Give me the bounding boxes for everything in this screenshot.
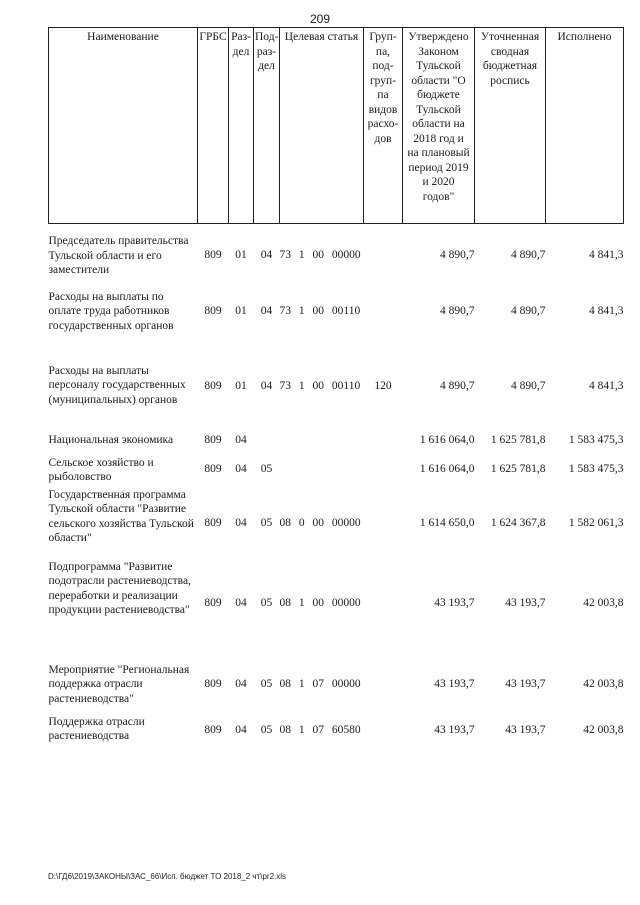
- row-podrazdel: 04: [260, 379, 273, 392]
- row-executed: 4 841,3: [589, 249, 624, 261]
- row-podrazdel: 05: [260, 677, 273, 690]
- row-razdel: 01: [235, 249, 247, 261]
- header-approved: [403, 28, 475, 224]
- row-executed: 42 003,8: [583, 723, 624, 736]
- row-executed: 4 841,3: [589, 304, 624, 317]
- row-group: 120: [374, 379, 392, 392]
- header-razdel-label: Раз- дел: [231, 31, 251, 58]
- row-grbs: 809: [204, 249, 222, 261]
- row-grbs: 809: [204, 596, 222, 609]
- row-approved: 1 614 650,0: [419, 516, 475, 529]
- row-podrazdel: [254, 428, 280, 454]
- row-target: [280, 715, 364, 755]
- table-row: [49, 488, 624, 560]
- header-refined: [475, 28, 546, 224]
- header-grbs-label: ГРБС: [199, 31, 227, 43]
- row-group: [364, 661, 403, 715]
- row-target-value: 08 1 07 00000: [279, 677, 361, 690]
- row-executed: 4 841,3: [589, 379, 624, 392]
- row-razdel: 01: [235, 304, 247, 317]
- row-grbs: 809: [204, 723, 222, 736]
- row-podrazdel: 05: [260, 723, 273, 736]
- table-row: [49, 661, 624, 715]
- row-razdel: 04: [235, 723, 247, 736]
- table-row: [49, 715, 624, 755]
- row-approved: 4 890,7: [440, 249, 475, 261]
- header-podrazdel: [254, 28, 280, 224]
- table-row: [49, 286, 624, 356]
- row-razdel: 04: [235, 433, 247, 446]
- row-podrazdel: 05: [260, 516, 273, 529]
- row-grbs: 809: [204, 516, 222, 529]
- header-podrazdel-label: Под- раз- дел: [255, 31, 279, 72]
- row-podrazdel: 05: [260, 462, 273, 475]
- row-approved: 4 890,7: [440, 304, 475, 317]
- row-group: [364, 488, 403, 560]
- table-row: [49, 428, 624, 454]
- header-approved-label: Утверждено Законом Тульской области "О бюджете Тульской области на 2018 год и на плановый период 2019 и 2020 годов": [407, 31, 470, 203]
- row-razdel: 01: [235, 379, 247, 392]
- row-target: [280, 356, 364, 428]
- row-target: [280, 224, 364, 286]
- header-target: [280, 28, 364, 224]
- page-number: 209: [309, 12, 331, 26]
- header-grbs: [198, 28, 229, 224]
- row-name: Государственная программа Тульской области "Развитие сельского хозяйства Тульской области": [48, 488, 194, 544]
- row-target: [280, 488, 364, 560]
- row-approved: 43 193,7: [434, 596, 475, 609]
- header-executed-label: Исполнено: [557, 31, 612, 43]
- row-grbs: 809: [204, 379, 222, 392]
- row-grbs: 809: [204, 304, 222, 317]
- row-target-value: 08 0 00 00000: [279, 516, 361, 529]
- row-approved: 1 616 064,0: [419, 462, 475, 475]
- row-razdel: 04: [235, 516, 247, 529]
- row-approved: 43 193,7: [434, 723, 475, 736]
- row-group: [364, 286, 403, 356]
- row-podrazdel: 04: [260, 249, 273, 261]
- row-razdel: 04: [235, 677, 247, 690]
- row-executed: 1 583 475,3: [568, 462, 624, 475]
- budget-table: [48, 27, 624, 755]
- row-refined: 43 193,7: [505, 723, 546, 736]
- row-podrazdel: 05: [260, 596, 273, 609]
- file-path-footer: D:\ГД6\2019\ЗАКОНЫ\ЗАС_66\Исп. бюджет ТО 2018_2 чт\pr2.xls: [48, 872, 287, 881]
- row-razdel: 04: [235, 596, 247, 609]
- row-target: [280, 286, 364, 356]
- row-refined: 1 625 781,8: [490, 433, 546, 446]
- row-executed: 42 003,8: [583, 596, 624, 609]
- header-name: [49, 28, 198, 224]
- row-name: Мероприятие "Региональная поддержка отрасли растениеводства": [48, 663, 190, 705]
- row-refined: 43 193,7: [505, 677, 546, 690]
- row-target: [280, 428, 364, 454]
- row-group: [364, 560, 403, 661]
- row-name: Национальная экономика: [48, 433, 174, 446]
- row-razdel: 04: [235, 462, 247, 475]
- row-name: Сельское хозяйство и рыболовство: [48, 456, 154, 483]
- row-target: [280, 454, 364, 488]
- row-podrazdel: 04: [260, 304, 273, 317]
- row-refined: 1 625 781,8: [490, 462, 546, 475]
- row-name: Расходы на выплаты по оплате труда работников государственных органов: [48, 290, 174, 332]
- header-executed: [546, 28, 624, 224]
- row-refined: 4 890,7: [511, 379, 546, 392]
- table-row: [49, 224, 624, 286]
- row-target-value: 73 1 00 00000: [279, 249, 361, 261]
- row-name: Подпрограмма "Развитие подотрасли растениеводства, переработки и реализации продукции растениеводства": [48, 560, 191, 616]
- row-executed: 1 582 061,3: [568, 516, 624, 529]
- row-target-value: 08 1 07 60580: [279, 723, 361, 736]
- row-target-value: 08 1 00 00000: [279, 596, 361, 609]
- table-row: [49, 560, 624, 661]
- row-target: [280, 560, 364, 661]
- row-group: [364, 428, 403, 454]
- row-grbs: 809: [204, 462, 222, 475]
- row-approved: 1 616 064,0: [419, 433, 475, 446]
- row-grbs: 809: [204, 677, 222, 690]
- row-approved: 43 193,7: [434, 677, 475, 690]
- row-name: Поддержка отрасли растениеводства: [48, 715, 145, 742]
- row-name: Расходы на выплаты персоналу государственных (муниципальных) органов: [48, 364, 186, 406]
- row-target-value: 73 1 00 00110: [279, 304, 361, 317]
- row-refined: 1 624 367,8: [490, 516, 546, 529]
- row-refined: 4 890,7: [511, 304, 546, 317]
- header-group-label: Груп- па, под- груп- па видов расхо- дов: [367, 31, 399, 145]
- row-target: [280, 661, 364, 715]
- row-executed: 1 583 475,3: [568, 433, 624, 446]
- row-group: [364, 224, 403, 286]
- table-row: [49, 356, 624, 428]
- row-executed: 42 003,8: [583, 677, 624, 690]
- header-group: [364, 28, 403, 224]
- row-target-value: 73 1 00 00110: [279, 379, 361, 392]
- row-refined: 43 193,7: [505, 596, 546, 609]
- row-name: Председатель правительства Тульской области и его заместители: [48, 235, 189, 276]
- row-refined: 4 890,7: [511, 249, 546, 261]
- header-name-label: Наименование: [87, 31, 159, 43]
- row-group: [364, 454, 403, 488]
- header-razdel: [229, 28, 254, 224]
- table-row: [49, 454, 624, 488]
- header-refined-label: Уточненная сводная бюджетная роспись: [480, 31, 540, 87]
- row-approved: 4 890,7: [440, 379, 475, 392]
- header-row: [49, 28, 624, 224]
- row-group: [364, 715, 403, 755]
- header-target-label: Целевая статья: [284, 31, 359, 43]
- row-grbs: 809: [204, 433, 222, 446]
